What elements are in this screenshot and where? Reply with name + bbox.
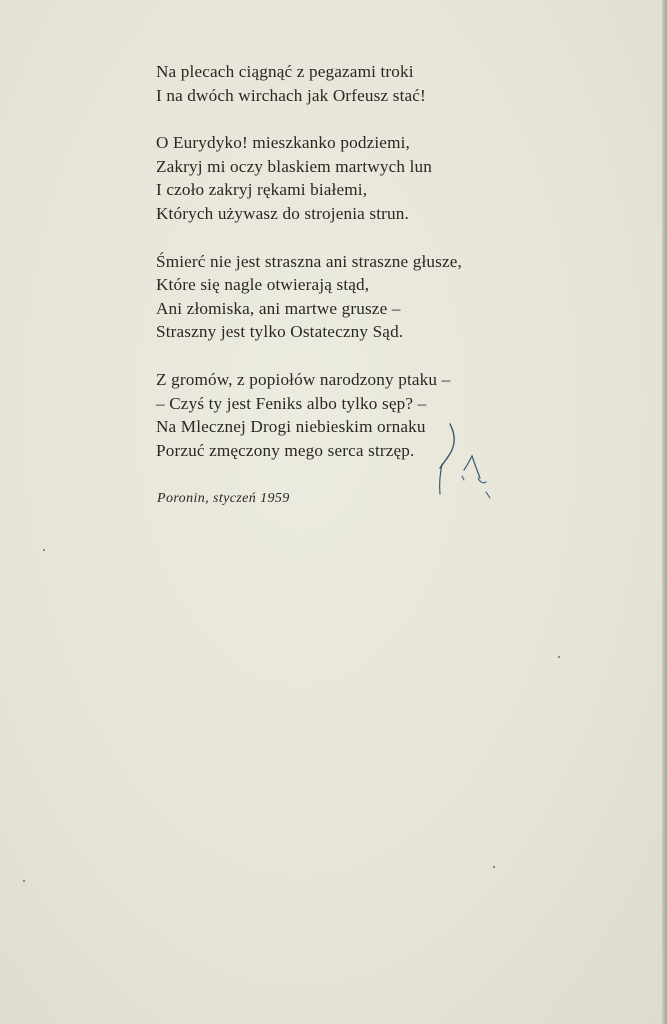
paper-speck	[558, 656, 560, 658]
poem-line: Na Mlecznej Drogi niebieskim ornaku	[156, 417, 426, 437]
poem-line: I czoło zakryj rękami białemi,	[156, 180, 368, 200]
poem-line: Których używasz do strojenia strun.	[156, 203, 409, 223]
stanza-4	[156, 368, 576, 462]
poem-line: Straszny jest tylko Ostateczny Sąd.	[156, 322, 404, 342]
poem-line: Na plecach ciągnąć z pegazami troki	[156, 62, 414, 81]
paper-speck	[493, 866, 495, 868]
poem-line: Zakryj mi oczy blaskiem martwych lun	[156, 156, 433, 176]
poem-line: Porzuć zmęczony mego serca strzęp.	[156, 440, 415, 460]
poem-text	[156, 60, 576, 486]
poem-line: – Czyś ty jest Feniks albo tylko sęp? –	[156, 393, 427, 413]
poem-line: Ani złomiska, ani martwe grusze –	[156, 298, 401, 318]
poem-line: Śmierć nie jest straszna ani straszne głusze,	[156, 251, 462, 271]
poem-line: I na dwóch wirchach jak Orfeusz stać!	[156, 85, 426, 105]
stanza-1	[156, 60, 576, 107]
page-edge	[662, 0, 667, 1024]
paper-speck	[43, 549, 45, 551]
poem-line: Które się nagle otwierają stąd,	[156, 275, 370, 295]
poem-line: Z gromów, z popiołów narodzony ptaku –	[156, 369, 451, 389]
stanza-2	[156, 131, 576, 225]
poem-line: O Eurydyko! mieszkanko podziemi,	[156, 133, 410, 153]
place-date-caption: Poronin, styczeń 1959	[157, 491, 290, 506]
paper-speck	[23, 880, 25, 882]
stanza-3	[156, 250, 576, 344]
